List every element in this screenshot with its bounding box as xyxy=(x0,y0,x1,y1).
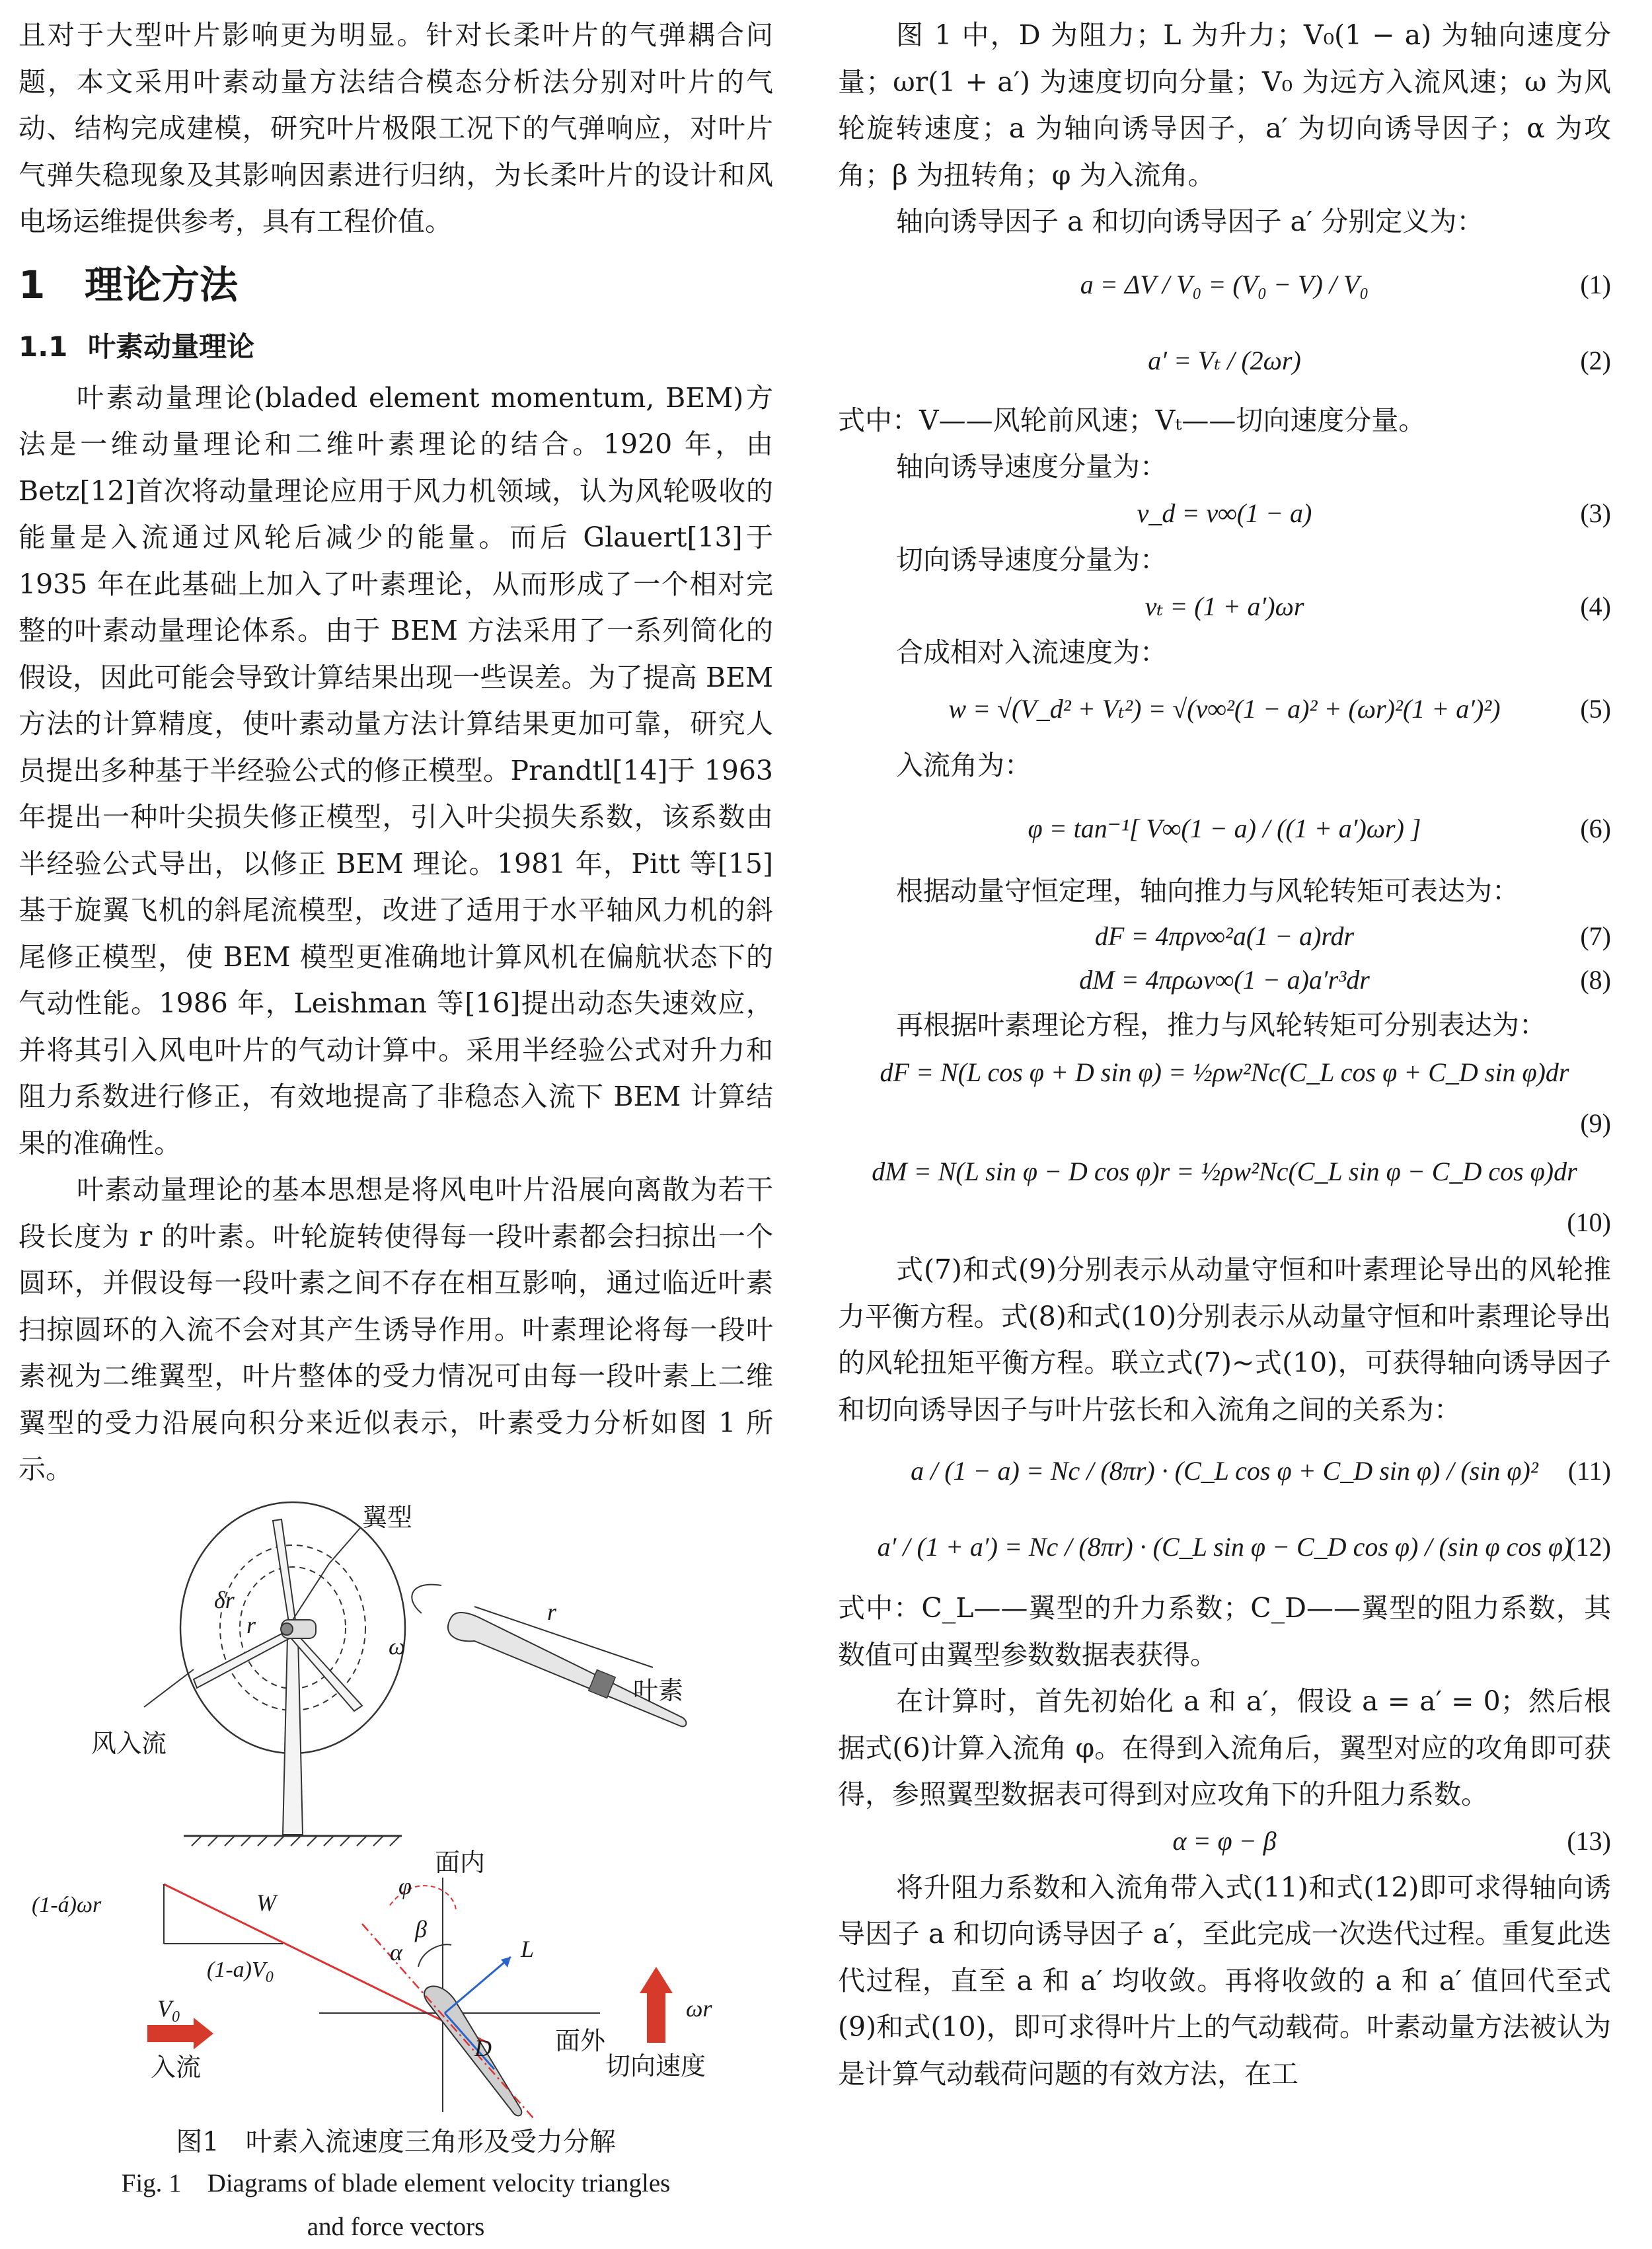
equation-2-number: (2) xyxy=(1580,346,1611,375)
equation-7 xyxy=(838,915,1611,958)
equation-1 xyxy=(838,245,1611,324)
inflow-label: 入流 xyxy=(151,2052,202,2082)
equation-4-number: (4) xyxy=(1580,591,1611,621)
phi-label: φ xyxy=(398,1872,412,1899)
W-label: W xyxy=(256,1889,276,1916)
equation-13-number: (13) xyxy=(1567,1826,1611,1856)
L-label: L xyxy=(521,1935,535,1962)
subsection-number: 1.1 xyxy=(19,330,68,363)
blade-element-theory-intro: 再根据叶素理论方程，推力与风轮转矩可分别表达为： xyxy=(896,1009,1546,1041)
axial-induced-intro: 轴向诱导速度分量为： xyxy=(896,451,1167,482)
lift-vector xyxy=(445,1957,511,2013)
tangential-component-label: (1-á)ωr xyxy=(32,1892,102,1917)
figure-caption-en-2: and force vectors xyxy=(307,2212,485,2241)
equation-7-body: dF = 4πρv∞²a(1 − a)rdr xyxy=(1094,921,1355,951)
equation-4-body: vₜ = (1 + a′)ωr xyxy=(1145,591,1304,621)
beta-label: β xyxy=(415,1915,427,1942)
subsection-title: 叶素动量理论 xyxy=(88,330,255,363)
section-number: 1 xyxy=(19,262,46,307)
wind-arrow xyxy=(144,1669,194,1707)
blade-up xyxy=(273,1519,296,1626)
convergence-paragraph: 将升阻力系数和入流角带入式(11)和式(12)即可求得轴向诱导因子 a 和切向诱导因子 a′，至此完成一次迭代过程。重复此迭代过程，直至 a 和 a′ 均收敛。再将收敛的 a 和 a′ 值回代至式(9)和式(10)，即可求得叶片上的气动载荷。叶素动量方法被认为是计算气动载荷问题的有效方法，在工 xyxy=(838,1871,1611,2090)
equation-5 xyxy=(838,676,1611,742)
equation-4 xyxy=(838,583,1611,629)
r-blade-label: r xyxy=(547,1598,557,1625)
V0-label: $V_0$ xyxy=(157,1995,180,2026)
inplane-label: 面内 xyxy=(435,1847,486,1877)
omega-label: ω xyxy=(389,1632,406,1659)
blade-right xyxy=(289,1632,362,1711)
equation-10-number: (10) xyxy=(1567,1207,1611,1237)
blade-left xyxy=(194,1630,293,1688)
axial-component-label: $(1-a)V_0$ xyxy=(207,1957,274,1986)
equation-1-number: (1) xyxy=(1580,270,1611,299)
right-column xyxy=(838,12,1611,2097)
equation-11-body: a / (1 − a) = Nc / (8πr) · (C_L cos φ + C_D sin φ) / (sin φ)² xyxy=(911,1456,1538,1486)
induction-factor-intro: 轴向诱导因子 a 和切向诱导因子 a′ 分别定义为： xyxy=(896,206,1484,237)
relative-velocity-intro: 合成相对入流速度为： xyxy=(896,636,1167,668)
figure-1 xyxy=(19,1501,773,2122)
figure-1-drawing xyxy=(19,1501,773,2122)
equation-12-number: (12) xyxy=(1567,1532,1611,1562)
equation-6-number: (6) xyxy=(1580,813,1611,843)
equation-5-body: w = √(V_d² + Vₜ²) = √(v∞²(1 − a)² + (ωr)²(1 + a′)²) xyxy=(948,694,1501,724)
equation-1-body: a = ΔV / V₀ = (V₀ − V) / V₀ xyxy=(1080,270,1369,299)
r-label: r xyxy=(246,1611,256,1638)
hub xyxy=(281,1623,293,1635)
tangential-velocity-label: 切向速度 xyxy=(605,2051,706,2080)
omega-r-label: ωr xyxy=(686,1995,712,2022)
bem-history-paragraph: 叶素动量理论(bladed element momentum, BEM)方法是一维动量理论和二维叶素理论的结合。1920 年，由 Betz[12]首次将动量理论应用于风力机领域，认为风轮吸收的能量是入流通过风轮后减少的能量。而后 Glauert[13]于 1935 年在此基础上加入了叶素理论，从而形成了一个相对完整的叶素动量理论体系。由于 BEM 方法采用了一系列简化的假设，因此可能会导致计算结果出现一些误差。为了提高 BEM 方法的计算精度，使叶素动量方法计算结果更加可靠，研究人员提出多种基于半经验公式的修正模型。Prandtl[14]于 1963 年提出一种叶尖损失修正模型，引入叶尖损失系数，该系数由半经验公式导出，以修正 BEM 理论。1981 年，Pitt 等[15]基于旋翼飞机的斜尾流模型，改进了适用于水平轴风力机的斜尾修正模型，使 BEM 模型更准确地计算风机在偏航状态下的气动性能。1986 年，Leishman 等[16]提出动态失速效应，并将其引入风电叶片的气动计算中。采用半经验公式对升力和阻力系数进行修正，有效地提高了非稳态入流下 BEM 计算结果的准确性。 xyxy=(19,381,773,1159)
tangential-arrow xyxy=(640,1967,673,2043)
section-heading xyxy=(19,254,773,315)
equation-6-body: φ = tan⁻¹[ V∞(1 − a) / ((1 + a′)ωr) ] xyxy=(1028,813,1421,843)
equation-3 xyxy=(838,490,1611,537)
equation-3-body: v_d = v∞(1 − a) xyxy=(1137,498,1312,528)
equation-10 xyxy=(838,1147,1611,1246)
equation-13 xyxy=(838,1818,1611,1864)
equation-9-number: (9) xyxy=(1580,1108,1611,1138)
ground-hatch xyxy=(192,1836,400,1846)
where-v-vt: 式中：V——风轮前风速；Vₜ——切向速度分量。 xyxy=(838,404,1426,436)
momentum-theory-intro: 根据动量守恒定理，轴向推力与风轮转矩可表达为： xyxy=(896,875,1519,907)
iteration-paragraph: 在计算时，首先初始化 a 和 a′，假设 a = a′ = 0；然后根据式(6)计算入流角 φ。在得到入流角后，翼型对应的攻角即可获得，参照翼型数据表可得到对应攻角下的升阻力系数。 xyxy=(838,1685,1611,1810)
alpha-label: α xyxy=(390,1938,402,1965)
intro-paragraph: 且对于大型叶片影响更为明显。针对长柔叶片的气弹耦合问题，本文采用叶素动量方法结合模态分析法分别对叶片的气动、结构完成建模，研究叶片极限工况下的气弹响应，对叶片气弹失稳现象及其影响因素进行归纳，为长柔叶片的设计和风电场运维提供参考，具有工程价值。 xyxy=(19,19,773,237)
inflow-angle-intro: 入流角为： xyxy=(896,749,1032,781)
outplane-label: 面外 xyxy=(555,2026,606,2055)
equation-relations-paragraph: 式(7)和式(9)分别表示从动量守恒和叶素理论导出的风轮推力平衡方程。式(8)和式(10)分别表示从动量守恒和叶素理论导出的风轮扭矩平衡方程。联立式(7)~式(10)，可获得轴向诱导因子和切向诱导因子与叶片弦长和入流角之间的关系为： xyxy=(838,1254,1611,1426)
equation-10-body: dM = N(L sin φ − D cos φ)r = ½ρw²Nc(C_L sin φ − C_D cos φ)dr xyxy=(872,1157,1577,1186)
figure-caption-en-1: Fig. 1 Diagrams of blade element velocity triangles xyxy=(121,2168,671,2197)
equation-2 xyxy=(838,324,1611,397)
element-label: 叶素 xyxy=(633,1675,684,1705)
alpha-arc xyxy=(418,1944,451,1967)
equation-9-body: dF = N(L cos φ + D sin φ) = ½ρw²Nc(C_L cos φ + C_D sin φ)dr xyxy=(880,1057,1569,1087)
D-label: D xyxy=(474,2034,492,2061)
equation-7-number: (7) xyxy=(1580,921,1611,951)
dr-label: δr xyxy=(214,1586,235,1613)
equation-2-body: a′ = Vₜ / (2ωr) xyxy=(1148,346,1301,375)
tower xyxy=(283,1636,303,1835)
equation-8-body: dM = 4πρωv∞(1 − a)a′r³dr xyxy=(1079,965,1370,995)
equation-8 xyxy=(838,958,1611,1002)
subsection-heading xyxy=(19,323,773,371)
figure-caption-cn: 图1 叶素入流速度三角形及受力分解 xyxy=(176,2126,616,2157)
wind-inflow-label: 风入流 xyxy=(91,1728,167,1758)
equation-13-body: α = φ − β xyxy=(1172,1826,1277,1856)
equation-12-body: a′ / (1 + a′) = Nc / (8πr) · (C_L sin φ − C_D cos φ) / (sin φ cos φ) xyxy=(877,1532,1572,1562)
equation-9 xyxy=(838,1048,1611,1147)
bem-principle-paragraph: 叶素动量理论的基本思想是将风电叶片沿展向离散为若干段长度为 r 的叶素。叶轮旋转使得每一段叶素都会扫掠出一个圆环，并假设每一段叶素之间不存在相互影响，通过临近叶素扫掠圆环的入流不会对其产生诱导作用。叶素理论将每一段叶素视为二维翼型，叶片整体的受力情况可由每一段叶素上二维翼型的受力沿展向积分来近似表示，叶素受力分析如图 1 所示。 xyxy=(19,1174,773,1485)
tangential-induced-intro: 切向诱导速度分量为： xyxy=(896,543,1167,576)
equation-11-number: (11) xyxy=(1567,1456,1611,1486)
symbol-definitions-paragraph: 图 1 中，D 为阻力；L 为升力；V₀(1 − a) 为轴向速度分量；ωr(1 + a′) 为速度切向分量；V₀ 为远方入流风速；ω 为风轮旋转速度；a 为轴向诱导因子，a′ 为切向诱导因子；α 为攻角；β 为扭转角；φ 为入流角。 xyxy=(838,19,1611,191)
equation-3-number: (3) xyxy=(1580,498,1611,528)
inflow-arrow xyxy=(147,2018,213,2049)
equation-5-number: (5) xyxy=(1580,694,1611,724)
where-cl-cd: 式中：C_L——翼型的升力系数；C_D——翼型的阻力系数，其数值可由翼型参数数据表获得。 xyxy=(838,1592,1611,1671)
section-title: 理论方法 xyxy=(85,262,239,307)
equation-11 xyxy=(838,1433,1611,1509)
airfoil-leader xyxy=(293,1564,329,1620)
equation-8-number: (8) xyxy=(1580,965,1611,995)
airfoil-shape xyxy=(424,1986,521,2116)
equation-6 xyxy=(838,788,1611,868)
equation-12 xyxy=(838,1509,1611,1585)
blade-element-shape xyxy=(448,1613,687,1726)
omega-arc xyxy=(412,1584,441,1613)
airfoil-label: 翼型 xyxy=(362,1502,413,1532)
left-column xyxy=(19,12,773,2249)
